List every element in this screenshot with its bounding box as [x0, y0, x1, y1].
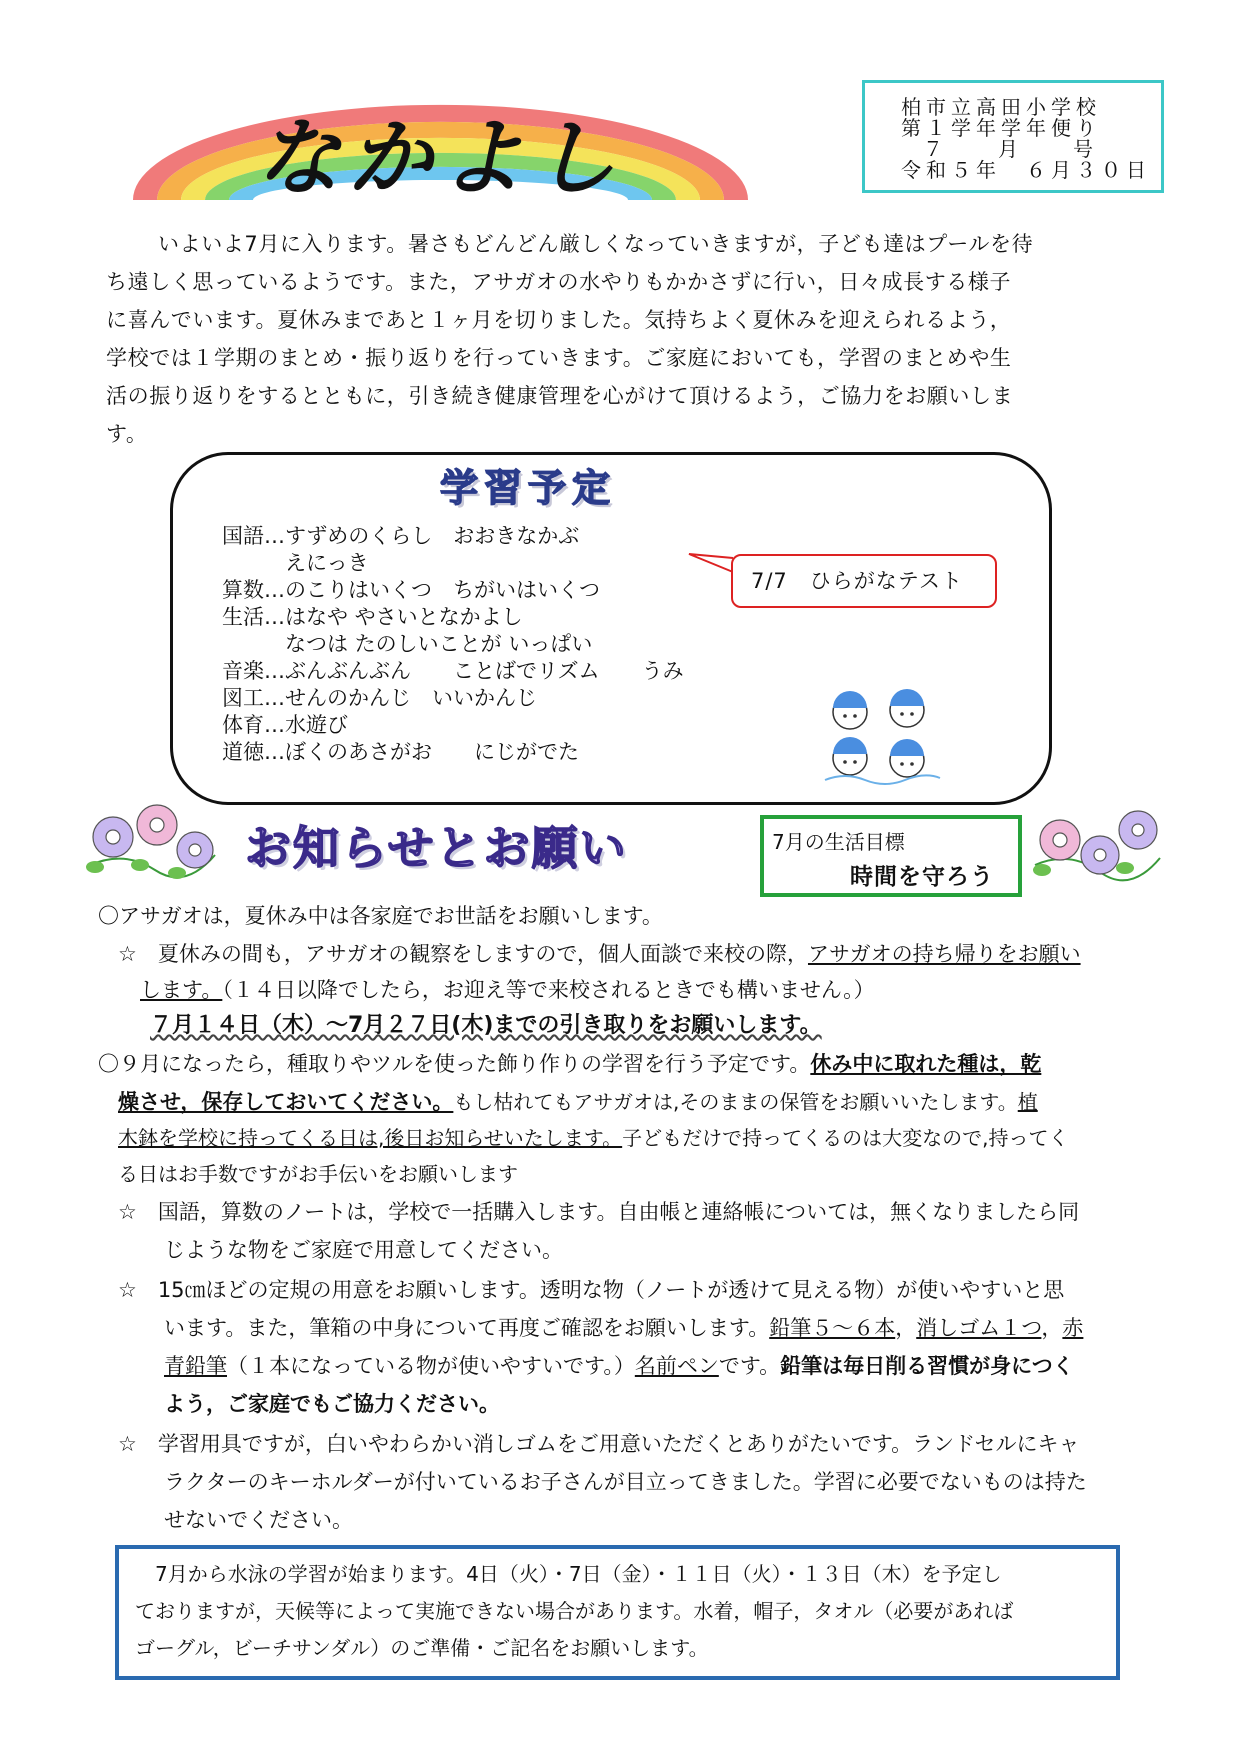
test-note-bubble: 7/7 ひらがなテスト [731, 554, 997, 608]
schedule-title: 学習予定 [440, 466, 617, 510]
seeds-line [118, 1084, 1038, 1120]
monthly-goal-label: 7月の生活目標 [772, 830, 905, 854]
pickup-period: ７月１４日（木）～7月２７日(木)までの引き取りをお願いします。 [150, 1013, 822, 1038]
supplies-line: ☆ 学習用具ですが，白いやわらかい消しゴムをご用意いただくとありがたいです。ランドセルにキャ [118, 1432, 1080, 1456]
text-run: 休み中に取れた種は，乾 [810, 1052, 1042, 1076]
text-run: 燥させ，保存しておいてください。 [118, 1090, 454, 1114]
supplies-line: せないでください。 [164, 1508, 353, 1532]
text-run: 〇９月になったら，種取りやツルを使った飾り作りの学習を行う予定です。 [98, 1052, 811, 1076]
issue-date: 令和５年 ６月３０日 [901, 158, 1151, 182]
swimming-line: 7月から水泳の学習が始まります。4日（火）・7日（金）・１１日（火）・１３日（木）を予定し [135, 1562, 1002, 1586]
text-run: 子どもだけで持ってくるのは大変なので,持ってく [622, 1126, 1069, 1150]
schedule-line: 生活…はなや やさいとなかよし [222, 605, 523, 629]
school-info-box [862, 80, 1164, 193]
text-run: アサガオの持ち帰りをお願い [807, 942, 1081, 966]
notices-title: お知らせとお願い [245, 821, 628, 875]
text-run: 消しゴム１つ [916, 1316, 1042, 1340]
supplies-line: ラクターのキーホルダーが付いているお子さんが目立ってきました。学習に必要でないものは持た [164, 1470, 1087, 1494]
intro-line: ち遠しく思っているようです。また，アサガオの水やりもかかさずに行い，日々成長する様子 [106, 270, 1012, 294]
text-run: です。 [718, 1354, 781, 1378]
newsletter-name: 第１学年学年便り [901, 116, 1101, 140]
schedule-line: なつは たのしいことが いっぱい [222, 632, 593, 656]
intro-paragraph [106, 225, 1112, 453]
text-run: います。また，筆箱の中身について再度ご確認をお願いします。 [164, 1316, 770, 1340]
morning-glory-icon [1030, 800, 1165, 888]
swimming-line: ゴーグル，ビーチサンダル）のご準備・ご記名をお願いします。 [135, 1636, 709, 1660]
intro-line: 活の振り返りをするとともに，引き続き健康管理を心がけて頂けるよう，ご協力をお願いしま [106, 384, 1014, 408]
text-run: します。 [140, 978, 223, 1002]
schedule-line: 算数…のこりはいくつ ちがいはいくつ [222, 578, 600, 602]
ruler-line [164, 1310, 1083, 1346]
seeds-line [98, 1046, 1041, 1082]
text-run: 赤 [1062, 1316, 1084, 1340]
text-run: 鉛筆は毎日削る習慣が身につく [780, 1354, 1074, 1378]
monthly-goal-value: 時間を守ろう [850, 864, 994, 890]
morning-glory-line [140, 972, 875, 1008]
text-run: 木鉢を学校に持ってくる日は,後日お知らせいたします。 [118, 1126, 623, 1150]
rainbow-title-logo [128, 95, 753, 205]
text-run: ☆ 夏休みの間も，アサガオの観察をしますので，個人面談で来校の際， [118, 942, 808, 966]
text-run: ， [1041, 1316, 1063, 1340]
schedule-line: 道徳…ぼくのあさがお にじがでた [222, 740, 579, 764]
intro-line: に喜んでいます。夏休みまであと１ヶ月を切りました。気持ちよく夏休みを迎えられるよう， [106, 308, 1012, 332]
text-run: 名前ペン [634, 1354, 719, 1378]
schedule-line: 図工…せんのかんじ いいかんじ [222, 686, 537, 710]
notebooks-line: ☆ 国語，算数のノートは，学校で一括購入します。自由帳と連絡帳については，無くなりましたら同 [118, 1200, 1080, 1224]
schedule-line: 音楽…ぶんぶんぶん ことばでリズム うみ [222, 659, 684, 683]
text-run: ， [895, 1316, 917, 1340]
text-run: （１４日以降でしたら，お迎え等で来校されるときでも構いません。） [222, 978, 875, 1002]
text-run: 鉛筆５～６本 [769, 1316, 896, 1340]
schedule-line: 国語…すずめのくらし おおきなかぶ [222, 524, 580, 548]
text-run: もし枯れてもアサガオは,そのままの保管をお願いいたします。 [453, 1090, 1018, 1114]
text-run: 青鉛筆 [164, 1354, 227, 1378]
text-run: （１本になっている物が使いやすいです。） [227, 1354, 635, 1378]
ruler-line: ☆ 15㎝ほどの定規の用意をお願いします。透明な物（ノートが透けて見える物）が使いやすいと思 [118, 1278, 1065, 1302]
notebooks-line: じような物をご家庭で用意してください。 [164, 1238, 563, 1262]
intro-line: 学校では１学期のまとめ・振り返りを行っていきます。ご家庭においても，学習のまとめや生 [106, 346, 1012, 370]
text-run: 植 [1017, 1090, 1038, 1114]
seeds-line [118, 1120, 1069, 1156]
morning-glory-icon [85, 795, 220, 883]
intro-line: いよいよ7月に入ります。暑さもどんどん厳しくなっていきますが，子ども達はプールを待 [158, 232, 1034, 256]
speech-bubble-tail [687, 550, 737, 580]
swimming-line: ておりますが，天候等によって実施できない場合があります。水着，帽子，タオル（必要があれば [135, 1599, 1014, 1623]
schedule-line: えにっき [222, 551, 369, 575]
ruler-line: よう，ご家庭でもご協力ください。 [164, 1392, 500, 1416]
seeds-line: る日はお手数ですがお手伝いをお願いします [118, 1162, 518, 1186]
schedule-line: 体育…水遊び [222, 713, 348, 737]
swimming-children-illustration [815, 680, 945, 790]
intro-line: す。 [106, 422, 148, 446]
school-name: 柏市立高田小学校 [901, 95, 1101, 119]
issue-month: ７ 月 号 [923, 137, 1098, 161]
ruler-line [164, 1348, 1074, 1384]
morning-glory-line [118, 936, 1081, 972]
title-text: なかよし [255, 109, 625, 205]
morning-glory-heading: 〇アサガオは，夏休み中は各家庭でお世話をお願いします。 [98, 904, 663, 928]
